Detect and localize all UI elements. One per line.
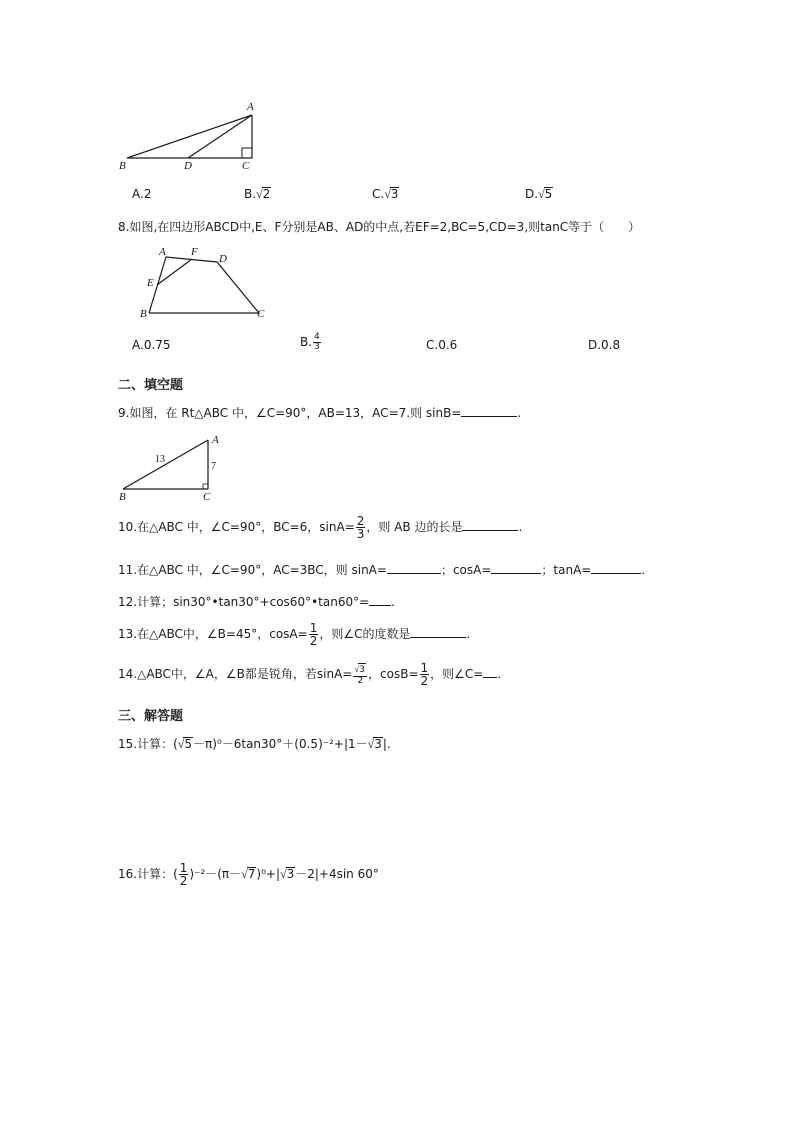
label-F: F xyxy=(191,246,198,258)
option-d: D.0.8 xyxy=(588,338,621,352)
option-c: C.0.6 xyxy=(426,338,458,352)
section-heading-fill-in: 二、填空题 xyxy=(118,378,184,393)
question-14: 14.△ABC中，∠A，∠B都是锐角，若sinA= $\frac{√3}{2}$ ，cosB= $\frac{1}{2}$ ，则∠C= . xyxy=(118,661,502,688)
option-b: B. $\frac{4}{3}$ xyxy=(300,332,320,352)
question-11: 11.在△ABC 中，∠C=90°，AC=3BC，则 sinA= ；cosA= ；tanA= . xyxy=(118,563,646,577)
question-15: 15.计算：(√5－π)⁰－6tan30°＋(0.5)⁻²+|1－√3|. xyxy=(118,737,391,751)
label-D: D xyxy=(219,253,227,265)
label-B: B xyxy=(119,160,126,172)
figure-q8-quadrilateral xyxy=(135,244,275,322)
label-C: C xyxy=(203,491,211,503)
option-a: A.2 xyxy=(132,187,152,201)
section-heading-solve: 三、解答题 xyxy=(118,709,184,724)
answer-blank[interactable] xyxy=(461,406,517,417)
question-8: 8.如图,在四边形ABCD中,E、F分别是AB、AD的中点,若EF=2,BC=5,CD=3,则tanC等于（ ） xyxy=(118,220,641,234)
answer-blank[interactable] xyxy=(591,563,641,574)
label-B: B xyxy=(140,308,147,320)
answer-blank[interactable] xyxy=(483,667,497,678)
option-c: C.√3 xyxy=(372,187,399,201)
question-10: 10.在△ABC 中，∠C=90°，BC=6，sinA= $\frac{2}{3}$ ，则 AB 边的长是 . xyxy=(118,514,523,541)
label-A: A xyxy=(247,101,254,113)
label-C: C xyxy=(242,160,250,172)
label-D: D xyxy=(184,160,192,172)
option-b: B.√2 xyxy=(244,187,271,201)
question-13: 13.在△ABC中，∠B=45°，cosA= $\frac{1}{2}$ ，则∠C的度数是 . xyxy=(118,621,471,648)
answer-blank[interactable] xyxy=(387,563,441,574)
label-AB: 13 xyxy=(155,454,165,465)
label-AC: 7 xyxy=(211,461,216,472)
label-C: C xyxy=(257,308,265,320)
figure-q7-triangle xyxy=(115,98,275,176)
question-9: 9.如图，在 Rt△ABC 中，∠C=90°，AB=13，AC=7.则 sinB= . xyxy=(118,406,522,420)
answer-blank[interactable] xyxy=(410,627,466,638)
figure-q9-triangle xyxy=(115,432,225,504)
question-12: 12.计算；sin30°•tan30°+cos60°•tan60°= . xyxy=(118,595,395,609)
option-a: A.0.75 xyxy=(132,338,171,352)
label-A: A xyxy=(159,246,166,258)
label-A: A xyxy=(212,434,219,446)
option-d: D.√5 xyxy=(525,187,553,201)
answer-blank[interactable] xyxy=(462,520,518,531)
label-E: E xyxy=(147,277,154,289)
answer-blank[interactable] xyxy=(369,595,391,606)
answer-blank[interactable] xyxy=(491,563,541,574)
label-B: B xyxy=(119,491,126,503)
question-16: 16.计算：( $\frac{1}{2}$ )⁻²－(π－√7)⁰+|√3－2|+4sin 60° xyxy=(118,861,379,888)
